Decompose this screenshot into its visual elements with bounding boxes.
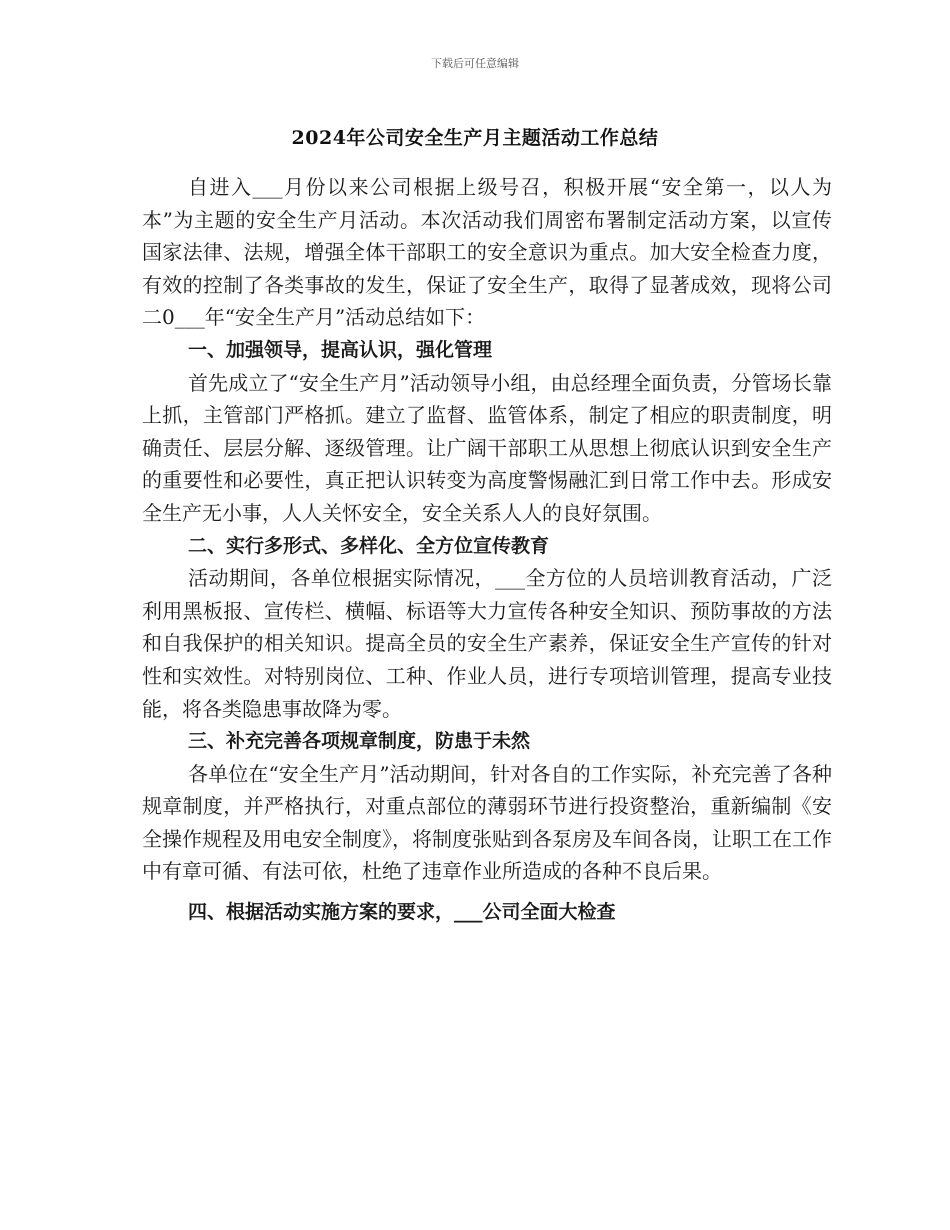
document-body <box>142 171 832 929</box>
section-heading-1: 一、加强领导，提高认识，强化管理 <box>188 338 493 361</box>
section-1-paragraph: 首先成立了“安全生产月”活动领导小组，由总经理全面负责，分管场长靠上抓，主管部门严格抓。建立了监督、监管体系，制定了相应的职责制度，明确责任、层层分解、逐级管理。让广阔干部职工从思想上彻底认识到安全生产的重要性和必要性，真正把认识转变为高度警惕融汇到日常工作中去。形成安全生产无小事，人人关怀安全，安全关系人人的良好氛围。 <box>142 370 832 525</box>
section-heading-4: 四、根据活动实施方案的要求，___公司全面大检查 <box>188 901 616 924</box>
section-heading-2: 二、实行多形式、多样化、全方位宣传教育 <box>188 534 550 557</box>
document-title: 2024年公司安全生产月主题活动工作总结 <box>291 127 659 149</box>
section-2-paragraph: 活动期间，各单位根据实际情况，___全方位的人员培训教育活动，广泛利用黑板报、宣传栏、横幅、标语等大力宣传各种安全知识、预防事故的方法和自我保护的相关知识。提高全员的安全生产素养，保证安全生产宣传的针对性和实效性。对特别岗位、工种、作业人员，进行专项培训管理，提高专业技能，将各类隐患事故降为零。 <box>142 566 832 721</box>
header-note: 下载后可任意编辑 <box>431 57 519 70</box>
section-heading-3: 三、补充完善各项规章制度，防患于未然 <box>188 730 531 753</box>
section-3-paragraph: 各单位在“安全生产月”活动期间，针对各自的工作实际，补充完善了各种规章制度，并严格执行，对重点部位的薄弱环节进行投资整治，重新编制《安全操作规程及用电安全制度》，将制度张贴到各泵房及车间各岗，让职工在工作中有章可循、有法可依，杜绝了违章作业所造成的各种不良后果。 <box>142 761 832 884</box>
intro-paragraph: 自进入___月份以来公司根据上级号召，积极开展“安全第一，以人为本”为主题的安全生产月活动。本次活动我们周密布署制定活动方案，以宣传国家法律、法规，增强全体干部职工的安全意识为重点。加大安全检查力度，有效的控制了各类事故的发生，保证了安全生产，取得了显著成效，现将公司二0___年“安全生产月”活动总结如下： <box>142 175 832 330</box>
